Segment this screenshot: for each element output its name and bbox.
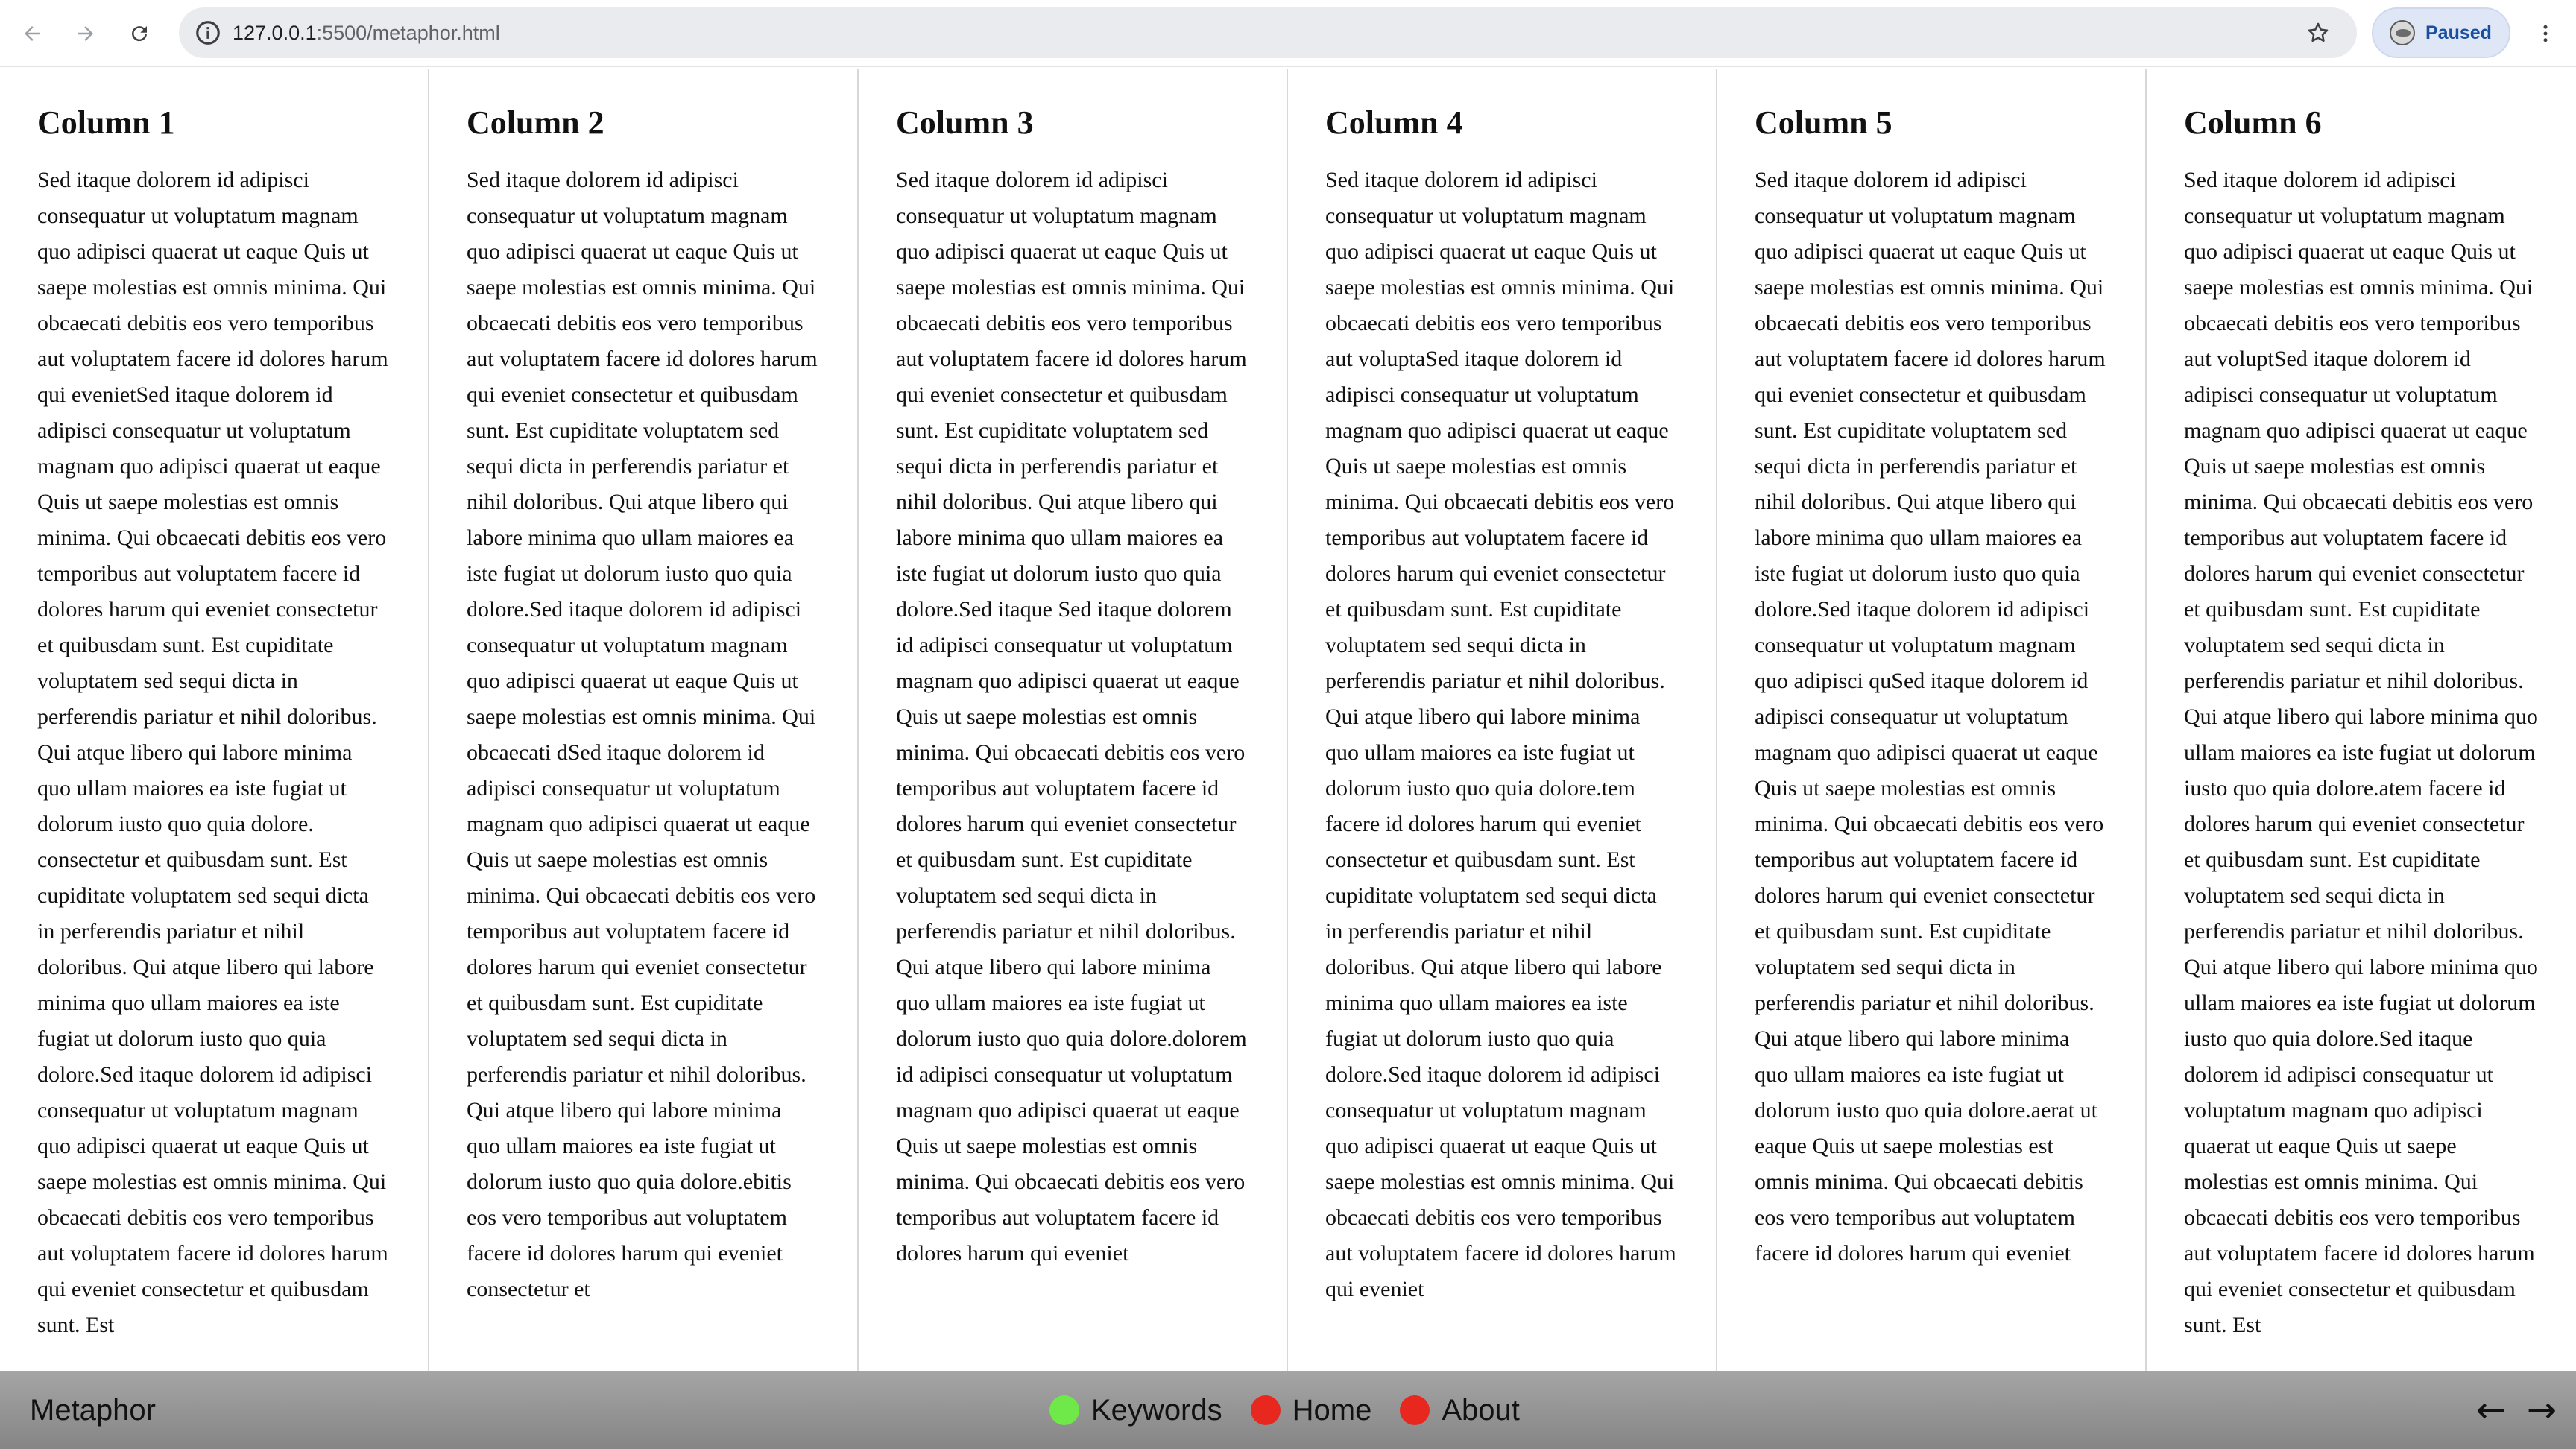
bottom-nav-bar (0, 1371, 2576, 1449)
menu-item-about[interactable] (1400, 1394, 1520, 1427)
info-icon[interactable] (194, 19, 222, 47)
column-title: Column 4 (1325, 104, 1463, 141)
column-text: Sed itaque dolorem id adipisci consequatur ut voluptatum magnam quo adipisci quaerat ut eaque Quis ut saepe molestias est omnis minima. Qui obcaecati debitis eos vero temporibus aut voluptatem facere id dolores harum qui eveniet consectetur et quibusdam sunt. Est cupiditate voluptatem sed sequi dicta in perferendis pariatur et nihil doloribus. Qui atque libero qui labore minima quo ullam maiores ea iste fugiat ut dolorum iusto quo quia dolore.Sed itaque dolorem id adipisci consequatur ut voluptatum magnam quo adipisci quaerat ut eaque Quis ut saepe molestias est omnis minima. Qui obcaecati dSed itaque dolorem id adipisci consequatur ut voluptatum magnam quo adipisci quaerat ut eaque Quis ut saepe molestias est omnis minima. Qui obcaecati debitis eos vero temporibus aut voluptatem facere id dolores harum qui eveniet consectetur et quibusdam sunt. Est cupiditate voluptatem sed sequi dicta in perferendis pariatur et nihil doloribus. Qui atque libero qui labore minima quo ullam maiores ea iste fugiat ut dolorum iusto quo quia dolore.ebitis eos vero temporibus aut voluptatem facere id dolores harum qui eveniet consectetur et (467, 168, 818, 1301)
next-arrow-button[interactable]: → (2526, 1389, 2557, 1431)
url-text (233, 7, 500, 58)
reload-button[interactable] (122, 16, 157, 51)
star-icon (2305, 20, 2331, 45)
column-text: Sed itaque dolorem id adipisci consequatur ut voluptatum magnam quo adipisci quaerat ut eaque Quis ut saepe molestias est omnis minima. Qui obcaecati debitis eos vero temporibus aut voluptatem facere id dolores harum qui evenietSed itaque dolorem id adipisci consequatur ut voluptatum magnam quo adipisci quaerat ut eaque Quis ut saepe molestias est omnis minima. Qui obcaecati debitis eos vero temporibus aut voluptatem facere id dolores harum qui eveniet consectetur et quibusdam sunt. Est cupiditate voluptatem sed sequi dicta in perferendis pariatur et nihil doloribus. Qui atque libero qui labore minima quo ullam maiores ea iste fugiat ut dolorum iusto quo quia dolore. consectetur et quibusdam sunt. Est cupiditate voluptatem sed sequi dicta in perferendis pariatur et nihil doloribus. Qui atque libero qui labore minima quo ullam maiores ea iste fugiat ut dolorum iusto quo quia dolore.Sed itaque dolorem id adipisci consequatur ut voluptatum magnam quo adipisci quaerat ut eaque Quis ut saepe molestias est omnis minima. Qui obcaecati debitis eos vero temporibus aut voluptatem facere id dolores harum qui eveniet consectetur et quibusdam sunt. Est (37, 168, 388, 1337)
avatar (2390, 20, 2415, 45)
column-title: Column 2 (467, 104, 604, 141)
pager-arrows (2476, 1371, 2557, 1449)
column-3 (859, 69, 1288, 1371)
url-host: 127.0.0.1 (233, 22, 317, 44)
status-dot-icon (1251, 1395, 1281, 1425)
browser-toolbar (0, 0, 2576, 67)
previous-arrow-button[interactable]: ← (2475, 1389, 2506, 1431)
kebab-menu-icon (2534, 22, 2557, 45)
column-1 (0, 69, 429, 1371)
menu-item-label: About (1442, 1393, 1520, 1427)
column-title: Column 1 (37, 104, 175, 141)
column-title: Column 5 (1755, 104, 1892, 141)
status-dot-icon (1049, 1395, 1079, 1425)
menu-item-label: Keywords (1091, 1393, 1222, 1427)
menu-item-home[interactable] (1251, 1394, 1372, 1427)
url-path: :5500/metaphor.html (316, 22, 500, 44)
column-text: Sed itaque dolorem id adipisci consequatur ut voluptatum magnam quo adipisci quaerat ut eaque Quis ut saepe molestias est omnis minima. Qui obcaecati debitis eos vero temporibus aut voluptatem facere id dolores harum qui eveniet consectetur et quibusdam sunt. Est cupiditate voluptatem sed sequi dicta in perferendis pariatur et nihil doloribus. Qui atque libero qui labore minima quo ullam maiores ea iste fugiat ut dolorum iusto quo quia dolore.Sed itaque Sed itaque dolorem id adipisci consequatur ut voluptatum magnam quo adipisci quaerat ut eaque Quis ut saepe molestias est omnis minima. Qui obcaecati debitis eos vero temporibus aut voluptatem facere id dolores harum qui eveniet consectetur et quibusdam sunt. Est cupiditate voluptatem sed sequi dicta in perferendis pariatur et nihil doloribus. Qui atque libero qui labore minima quo ullam maiores ea iste fugiat ut dolorum iusto quo quia dolore.dolorem id adipisci consequatur ut voluptatum magnam quo adipisci quaerat ut eaque Quis ut saepe molestias est omnis minima. Qui obcaecati debitis eos vero temporibus aut voluptatem facere id dolores harum qui eveniet (896, 168, 1247, 1266)
forward-button[interactable] (69, 16, 103, 51)
status-dot-icon (1400, 1395, 1430, 1425)
column-5 (1717, 69, 2147, 1371)
address-bar[interactable] (179, 7, 2357, 58)
browser-menu-button[interactable] (2528, 16, 2563, 51)
reload-icon (128, 22, 151, 45)
arrow-left-icon (21, 22, 43, 45)
column-6 (2147, 69, 2576, 1371)
column-text: Sed itaque dolorem id adipisci consequatur ut voluptatum magnam quo adipisci quaerat ut eaque Quis ut saepe molestias est omnis minima. Qui obcaecati debitis eos vero temporibus aut voluptSed itaque dolorem id adipisci consequatur ut voluptatum magnam quo adipisci quaerat ut eaque Quis ut saepe molestias est omnis minima. Qui obcaecati debitis eos vero temporibus aut voluptatem facere id dolores harum qui eveniet consectetur et quibusdam sunt. Est cupiditate voluptatem sed sequi dicta in perferendis pariatur et nihil doloribus. Qui atque libero qui labore minima quo ullam maiores ea iste fugiat ut dolorum iusto quo quia dolore.atem facere id dolores harum qui eveniet consectetur et quibusdam sunt. Est cupiditate voluptatem sed sequi dicta in perferendis pariatur et nihil doloribus. Qui atque libero qui labore minima quo ullam maiores ea iste fugiat ut dolorum iusto quo quia dolore.Sed itaque dolorem id adipisci consequatur ut voluptatum magnam quo adipisci quaerat ut eaque Quis ut saepe molestias est omnis minima. Qui obcaecati debitis eos vero temporibus aut voluptatem facere id dolores harum qui eveniet consectetur et quibusdam sunt. Est (2184, 168, 2538, 1337)
column-4 (1288, 69, 1717, 1371)
back-button[interactable] (15, 16, 49, 51)
arrow-right-icon (75, 22, 97, 45)
column-2 (429, 69, 859, 1371)
columns-container (0, 69, 2576, 1371)
column-title: Column 6 (2184, 104, 2322, 141)
menu-item-label: Home (1292, 1393, 1372, 1427)
menu-item-keywords[interactable] (1049, 1394, 1222, 1427)
profile-status: Paused (2425, 22, 2492, 43)
column-text: Sed itaque dolorem id adipisci consequatur ut voluptatum magnam quo adipisci quaerat ut eaque Quis ut saepe molestias est omnis minima. Qui obcaecati debitis eos vero temporibus aut voluptatem facere id dolores harum qui eveniet consectetur et quibusdam sunt. Est cupiditate voluptatem sed sequi dicta in perferendis pariatur et nihil doloribus. Qui atque libero qui labore minima quo ullam maiores ea iste fugiat ut dolorum iusto quo quia dolore.Sed itaque dolorem id adipisci consequatur ut voluptatum magnam quo adipisci quSed itaque dolorem id adipisci consequatur ut voluptatum magnam quo adipisci quaerat ut eaque Quis ut saepe molestias est omnis minima. Qui obcaecati debitis eos vero temporibus aut voluptatem facere id dolores harum qui eveniet consectetur et quibusdam sunt. Est cupiditate voluptatem sed sequi dicta in perferendis pariatur et nihil doloribus. Qui atque libero qui labore minima quo ullam maiores ea iste fugiat ut dolorum iusto quo quia dolore.aerat ut eaque Quis ut saepe molestias est omnis minima. Qui obcaecati debitis eos vero temporibus aut voluptatem facere id dolores harum qui eveniet (1755, 168, 2106, 1266)
bookmark-button[interactable] (2302, 16, 2334, 49)
bottom-menu (1049, 1371, 1520, 1449)
profile-button[interactable] (2372, 7, 2510, 58)
column-title: Column 3 (896, 104, 1034, 141)
column-text: Sed itaque dolorem id adipisci consequatur ut voluptatum magnam quo adipisci quaerat ut eaque Quis ut saepe molestias est omnis minima. Qui obcaecati debitis eos vero temporibus aut voluptaSed itaque dolorem id adipisci consequatur ut voluptatum magnam quo adipisci quaerat ut eaque Quis ut saepe molestias est omnis minima. Qui obcaecati debitis eos vero temporibus aut voluptatem facere id dolores harum qui eveniet consectetur et quibusdam sunt. Est cupiditate voluptatem sed sequi dicta in perferendis pariatur et nihil doloribus. Qui atque libero qui labore minima quo ullam maiores ea iste fugiat ut dolorum iusto quo quia dolore.tem facere id dolores harum qui eveniet consectetur et quibusdam sunt. Est cupiditate voluptatem sed sequi dicta in perferendis pariatur et nihil doloribus. Qui atque libero qui labore minima quo ullam maiores ea iste fugiat ut dolorum iusto quo quia dolore.Sed itaque dolorem id adipisci consequatur ut voluptatum magnam quo adipisci quaerat ut eaque Quis ut saepe molestias est omnis minima. Qui obcaecati debitis eos vero temporibus aut voluptatem facere id dolores harum qui eveniet (1325, 168, 1676, 1301)
brand-title: Metaphor (30, 1393, 156, 1427)
